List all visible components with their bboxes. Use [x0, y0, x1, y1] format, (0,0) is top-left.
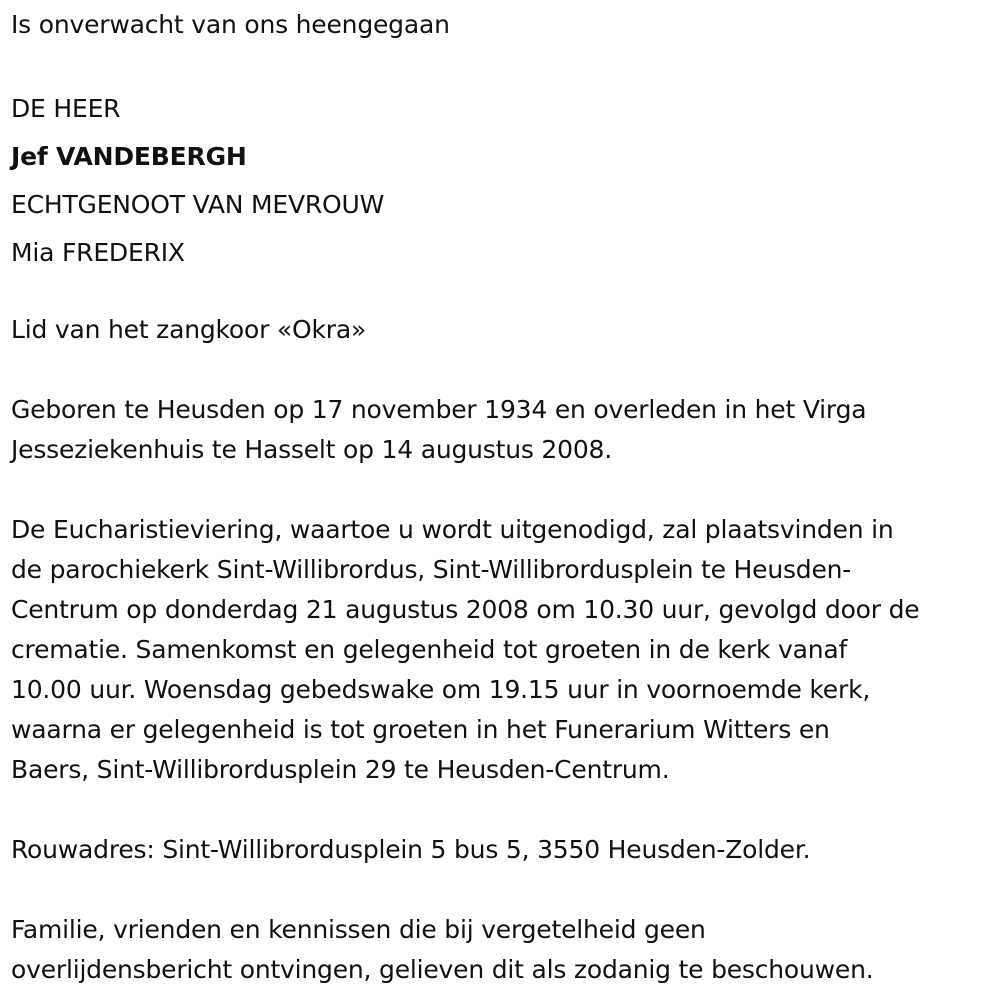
membership-text: Lid van het zangkoor «Okra»	[11, 315, 367, 344]
name-block	[11, 85, 384, 277]
service-line: crematie. Samenkomst en gelegenheid tot groeten in de kerk vanaf	[11, 635, 848, 664]
mourning-address: Rouwadres: Sint-Willibrordusplein 5 bus 5, 3550 Heusden-Zolder.	[11, 835, 811, 864]
deceased-name: Jef VANDEBERGH	[11, 142, 247, 171]
relation-text: ECHTGENOOT VAN MEVROUW	[11, 190, 385, 219]
service-line: 10.00 uur. Woensdag gebedswake om 19.15 uur in voornoemde kerk,	[11, 675, 871, 704]
birth-paragraph	[11, 390, 866, 470]
spouse-name: Mia FREDERIX	[11, 238, 185, 267]
service-line: De Eucharistieviering, waartoe u wordt uitgenodigd, zal plaatsvinden in	[11, 515, 894, 544]
service-line: waarna er gelegenheid is tot groeten in het Funerarium Witters en	[11, 715, 830, 744]
birth-line: Geboren te Heusden op 17 november 1934 en overleden in het Virga	[11, 395, 867, 424]
service-line: Baers, Sint-Willibrordusplein 29 te Heusden-Centrum.	[11, 755, 670, 784]
family-paragraph	[11, 910, 874, 990]
intro-paragraph	[11, 5, 450, 45]
service-line: Centrum op donderdag 21 augustus 2008 om 10.30 uur, gevolgd door de	[11, 595, 920, 624]
family-line: Familie, vrienden en kennissen die bij vergetelheid geen	[11, 915, 706, 944]
service-paragraph	[11, 510, 919, 790]
birth-line: Jesseziekenhuis te Hasselt op 14 augustus 2008.	[11, 435, 612, 464]
service-line: de parochiekerk Sint-Willibrordus, Sint-Willibrordusplein te Heusden-	[11, 555, 852, 584]
intro-text: Is onverwacht van ons heengegaan	[11, 10, 450, 39]
salutation: DE HEER	[11, 94, 121, 123]
family-line: overlijdensbericht ontvingen, gelieven dit als zodanig te beschouwen.	[11, 955, 874, 984]
membership-paragraph	[11, 310, 366, 350]
mourning-address-paragraph	[11, 830, 810, 870]
